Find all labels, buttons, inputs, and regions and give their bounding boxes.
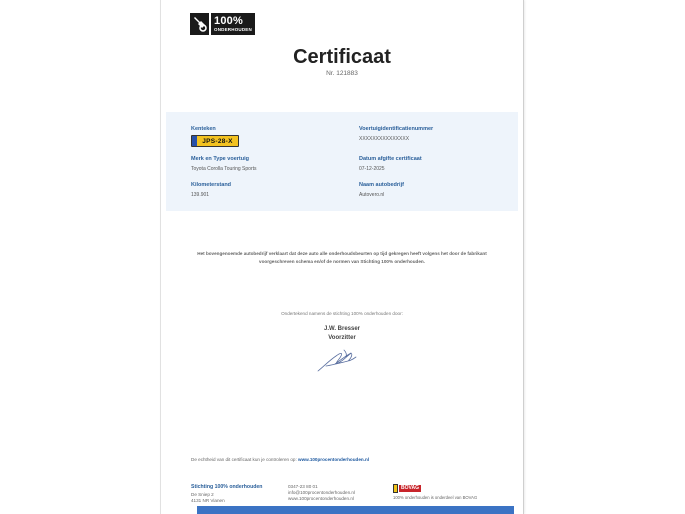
km-label: Kilometerstand (191, 182, 232, 188)
footer-org-name: Stichting 100% onderhouden (191, 484, 263, 490)
certificate-number: Nr. 121883 (326, 70, 358, 77)
bovag-wordmark: BOVAG (401, 485, 419, 491)
certificate-page (160, 0, 524, 514)
bovag-note: 100% onderhouden is onderdeel van BOVAG (393, 495, 478, 500)
bovag-badge-icon (393, 484, 398, 493)
vehicle-info-panel (166, 112, 518, 211)
bedrijf-label: Naam autobedrijf (359, 182, 404, 188)
signer-name: J.W. Bresser (323, 326, 361, 332)
verify-note (191, 457, 369, 462)
certificate-statement (171, 250, 513, 266)
bedrijf-value: Autovero.nl (359, 192, 385, 198)
brand-logo (190, 13, 255, 35)
footer-accent-bar (197, 506, 514, 514)
footer-address-1: De Sniep 2 (191, 492, 214, 497)
verify-text: De echtheid van dit certificaat kun je controleren op: (191, 457, 297, 462)
bovag-logo (393, 484, 421, 493)
datum-value: 07-12-2025 (359, 166, 385, 172)
statement-line-2: voorgeschreven schema en/of de normen van Stichting 100% onderhouden. (259, 259, 425, 264)
datum-label: Datum afgifte certificaat (359, 156, 422, 162)
logo-small-text: ONDERHOUDEN (214, 26, 252, 32)
footer-address-2: 4131 NR Vianen (191, 498, 225, 503)
signed-by-text: Ondertekend namens de stichting 100% onderhouden door: (281, 311, 403, 316)
footer-email[interactable]: info@100procentonderhouden.nl (288, 490, 355, 495)
merk-label: Merk en Type voertuig (191, 156, 249, 162)
signer-role: Voorzitter (328, 335, 356, 341)
license-plate (191, 135, 239, 147)
license-plate-text: JPS-28-X (202, 137, 233, 145)
vin-label: Voertuigidentificatienummer (359, 126, 434, 132)
handwritten-signature (316, 344, 362, 374)
logo-wordmark (211, 13, 255, 35)
wrench-logo-icon (190, 13, 209, 35)
footer-phone: 0347-23 80 01 (288, 484, 318, 489)
kenteken-label: Kenteken (191, 126, 216, 132)
vin-value: XXXXXXXXXXXXXXX (359, 136, 410, 142)
logo-big-text: 100% (214, 14, 243, 27)
verify-link[interactable]: www.100procentonderhouden.nl (298, 457, 370, 462)
footer-website[interactable]: www.100procentonderhouden.nl (288, 496, 354, 501)
page-title: Certificaat (293, 46, 391, 68)
statement-line-1: Het bovengenoemde autobedrijf verklaart dat deze auto alle onderhoudsbeurten op tijd gekregen heeft volgens het door de fabrikant (197, 251, 487, 256)
merk-value: Toyota Corolla Touring Sports (191, 166, 257, 172)
km-value: 139.901 (191, 192, 210, 198)
